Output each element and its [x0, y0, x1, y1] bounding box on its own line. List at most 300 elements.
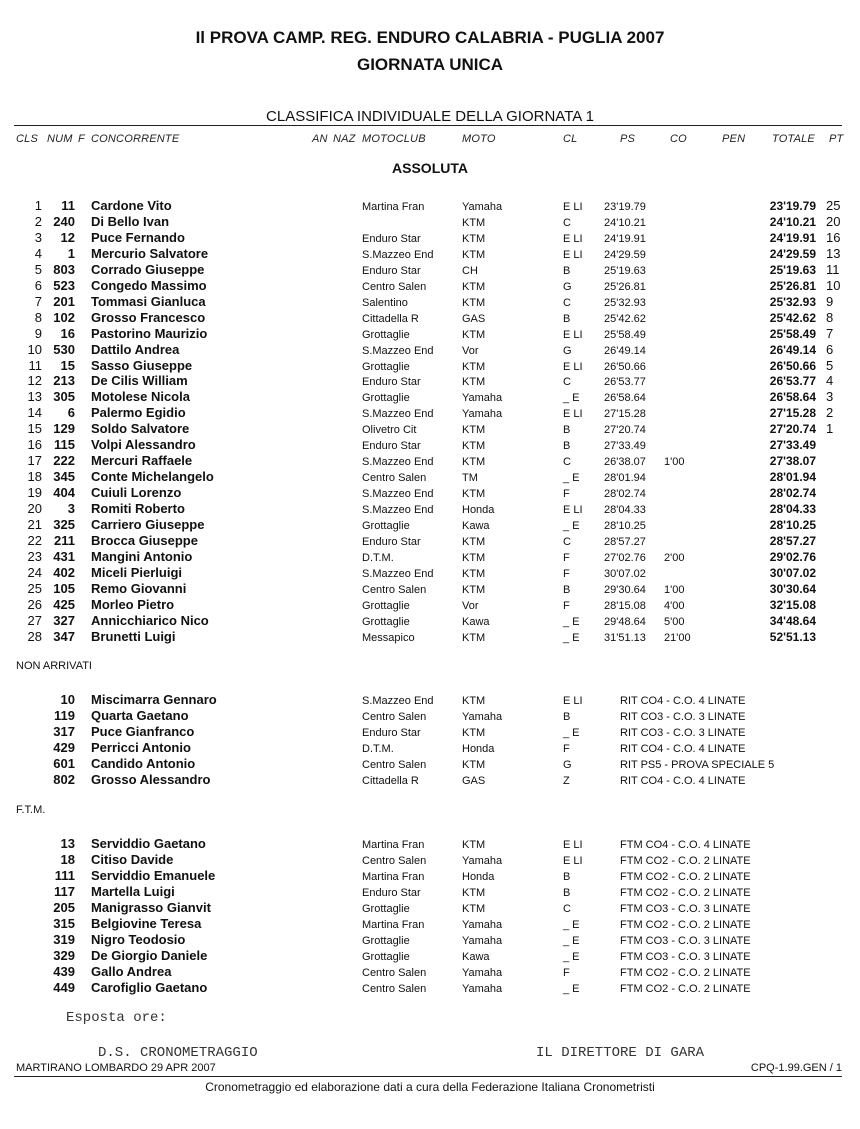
ftm-note: FTM CO2 - C.O. 2 LINATE [620, 919, 751, 931]
number-cell: 18 [60, 852, 75, 867]
total-time-cell: 28'01.94 [769, 470, 816, 485]
moto-cell: KTM [462, 360, 486, 373]
points-cell: 5 [826, 357, 834, 373]
position-cell: 28 [27, 628, 42, 644]
ps-time-cell: 25'42.62 [604, 312, 646, 325]
non-arrivato-row [0, 740, 860, 756]
position-cell: 17 [27, 453, 42, 469]
motoclub-cell: S.Mazzeo End [362, 504, 434, 517]
non-arrivato-row [0, 756, 860, 772]
total-time-cell: 25'42.62 [769, 310, 816, 325]
rider-name: Serviddio Emanuele [91, 868, 216, 883]
position-cell: 26 [27, 596, 42, 612]
result-row [0, 262, 860, 278]
total-time-cell: 34'48.64 [769, 613, 816, 628]
motoclub-cell: Grottaglie [362, 520, 410, 532]
position-cell: 10 [27, 341, 42, 357]
co-penalty-cell: 2'00 [664, 551, 685, 564]
retirement-note: RIT CO3 - C.O. 3 LINATE [620, 727, 746, 739]
ftm-row [0, 932, 860, 948]
header-f: F [78, 133, 85, 145]
ps-time-cell: 26'50.66 [604, 360, 646, 373]
number-cell: 425 [53, 596, 75, 612]
number-cell: 431 [53, 548, 75, 564]
number-cell: 201 [53, 293, 75, 309]
ftm-note: FTM CO2 - C.O. 2 LINATE [620, 855, 751, 867]
header-totale: TOTALE [772, 133, 815, 145]
ps-time-cell: 25'19.63 [604, 264, 646, 277]
points-cell: 25 [826, 198, 841, 213]
number-cell: 10 [60, 692, 75, 707]
number-cell: 6 [67, 405, 75, 421]
rider-name: Sasso Giuseppe [91, 357, 193, 373]
position-cell: 20 [27, 501, 42, 517]
rider-name: Puce Fernando [91, 229, 185, 245]
moto-cell: KTM [462, 488, 486, 501]
number-cell: 119 [54, 708, 75, 723]
class-cell: E LI [563, 839, 583, 851]
class-cell: E LI [563, 328, 583, 341]
points-cell: 8 [826, 309, 834, 325]
rider-name: Carriero Giuseppe [91, 517, 205, 532]
rider-name: Cardone Vito [91, 198, 172, 213]
rider-name: Volpi Alessandro [91, 437, 196, 453]
position-cell: 3 [34, 229, 42, 245]
result-row [0, 310, 860, 326]
moto-cell: Honda [462, 743, 495, 755]
number-cell: 11 [61, 198, 75, 213]
total-time-cell: 52'51.13 [769, 629, 816, 644]
number-cell: 117 [54, 884, 75, 899]
moto-cell: KTM [462, 551, 486, 564]
moto-cell: KTM [462, 759, 486, 771]
position-cell: 18 [27, 469, 42, 485]
ftm-row [0, 852, 860, 868]
footer-rule [14, 1076, 842, 1077]
rider-name: Perricci Antonio [91, 740, 191, 755]
rider-name: De Cilis William [91, 373, 188, 389]
place-date: MARTIRANO LOMBARDO 29 APR 2007 [16, 1062, 216, 1074]
moto-cell: KTM [462, 695, 486, 707]
motoclub-cell: Centro Salen [362, 711, 427, 723]
motoclub-cell: Enduro Star [362, 887, 421, 899]
moto-cell: Yamaha [462, 967, 503, 979]
class-cell: _ E [563, 615, 580, 628]
result-row [0, 405, 860, 421]
motoclub-cell: Messapico [362, 631, 415, 644]
motoclub-cell: Enduro Star [362, 264, 421, 277]
moto-cell: KTM [462, 631, 486, 644]
ps-time-cell: 31'51.13 [604, 631, 646, 644]
ftm-row [0, 916, 860, 932]
ps-time-cell: 28'15.08 [604, 599, 646, 612]
number-cell: 327 [53, 612, 75, 628]
moto-cell: Yamaha [462, 983, 503, 995]
header-an: AN [312, 133, 328, 145]
rider-name: Gallo Andrea [91, 964, 172, 979]
position-cell: 25 [27, 580, 42, 596]
class-cell: B [563, 424, 571, 437]
moto-cell: Yamaha [462, 919, 503, 931]
total-time-cell: 30'30.64 [769, 581, 816, 596]
ps-time-cell: 24'29.59 [604, 248, 646, 261]
number-cell: 402 [53, 564, 75, 580]
ftm-note: FTM CO3 - C.O. 3 LINATE [620, 935, 751, 947]
class-cell: G [563, 280, 572, 293]
moto-cell: Yamaha [462, 201, 503, 213]
total-time-cell: 25'58.49 [769, 326, 816, 341]
total-time-cell: 26'58.64 [769, 390, 816, 405]
rider-name: De Giorgio Daniele [91, 948, 208, 963]
total-time-cell: 29'02.76 [769, 549, 816, 564]
retirement-note: RIT PS5 - PROVA SPECIALE 5 [620, 759, 775, 771]
section-assoluta: ASSOLUTA [392, 160, 468, 176]
ps-time-cell: 26'58.64 [604, 392, 646, 405]
moto-cell: TM [462, 472, 478, 485]
ftm-row [0, 980, 860, 996]
ps-time-cell: 26'49.14 [604, 344, 646, 357]
retirement-note: RIT CO4 - C.O. 4 LINATE [620, 695, 746, 707]
footer-credit: Cronometraggio ed elaborazione dati a cura della Federazione Italiana Cronometristi [205, 1080, 655, 1094]
class-cell: C [563, 535, 571, 548]
total-time-cell: 26'53.77 [769, 374, 816, 389]
document-title: Il PROVA CAMP. REG. ENDURO CALABRIA - PUGLIA 2007 [195, 28, 665, 47]
rider-name: Serviddio Gaetano [91, 836, 206, 851]
points-cell: 9 [826, 293, 834, 309]
co-penalty-cell: 1'00 [664, 456, 685, 469]
moto-cell: Yamaha [462, 408, 503, 421]
rider-name: Citiso Davide [91, 852, 174, 867]
header-pt: PT [829, 133, 844, 145]
rider-name: Manigrasso Gianvit [91, 900, 211, 915]
motoclub-cell: Grottaglie [362, 599, 410, 612]
number-cell: 325 [53, 517, 75, 532]
moto-cell: KTM [462, 567, 486, 580]
rider-name: Cuiuli Lorenzo [91, 485, 182, 501]
rider-name: Mercurio Salvatore [91, 245, 209, 261]
rider-name: Mangini Antonio [91, 548, 193, 564]
position-cell: 13 [27, 389, 42, 405]
rider-name: Corrado Giuseppe [91, 261, 205, 277]
class-cell: _ E [563, 919, 580, 931]
result-row [0, 230, 860, 246]
class-cell: C [563, 376, 571, 389]
section-non-arrivati: NON ARRIVATI [16, 660, 92, 672]
total-time-cell: 24'19.91 [769, 230, 816, 245]
points-cell: 3 [826, 389, 834, 405]
ps-time-cell: 26'38.07 [604, 456, 646, 469]
number-cell: 601 [53, 756, 75, 771]
motoclub-cell: Martina Fran [362, 871, 425, 883]
position-cell: 27 [27, 612, 42, 628]
number-cell: 211 [54, 532, 75, 548]
rider-name: Grosso Alessandro [91, 772, 211, 787]
motoclub-cell: S.Mazzeo End [362, 344, 434, 357]
ftm-row [0, 948, 860, 964]
class-cell: B [563, 583, 571, 596]
rider-name: Dattilo Andrea [91, 341, 180, 357]
class-cell: C [563, 903, 571, 915]
rider-name: Carofiglio Gaetano [91, 980, 208, 995]
number-cell: 213 [53, 373, 75, 389]
number-cell: 315 [53, 916, 75, 931]
motoclub-cell: Martina Fran [362, 201, 425, 213]
number-cell: 13 [60, 836, 75, 851]
header-ps: PS [620, 133, 636, 145]
class-cell: E LI [563, 408, 583, 421]
total-time-cell: 27'20.74 [769, 422, 816, 437]
moto-cell: Yamaha [462, 935, 503, 947]
co-penalty-cell: 4'00 [664, 599, 685, 612]
number-cell: 429 [53, 740, 75, 755]
ftm-note: FTM CO3 - C.O. 3 LINATE [620, 951, 751, 963]
rider-name: Conte Michelangelo [91, 469, 214, 485]
motoclub-cell: Grottaglie [362, 328, 410, 341]
points-cell: 13 [826, 245, 841, 261]
motoclub-cell: S.Mazzeo End [362, 248, 434, 261]
result-row [0, 358, 860, 374]
number-cell: 803 [53, 261, 75, 277]
co-penalty-cell: 21'00 [664, 631, 691, 644]
number-cell: 1 [67, 245, 75, 261]
total-time-cell: 24'10.21 [769, 214, 816, 229]
position-cell: 12 [27, 373, 42, 389]
non-arrivato-row [0, 772, 860, 788]
class-cell: B [563, 312, 571, 325]
points-cell: 2 [826, 405, 834, 421]
position-cell: 14 [27, 405, 42, 421]
motoclub-cell: Grottaglie [362, 951, 410, 963]
ps-time-cell: 29'30.64 [604, 583, 646, 596]
motoclub-cell: Martina Fran [362, 839, 425, 851]
ps-time-cell: 24'10.21 [604, 216, 646, 229]
points-cell: 10 [826, 277, 841, 293]
moto-cell: KTM [462, 328, 486, 341]
ps-time-cell: 25'26.81 [604, 280, 646, 293]
moto-cell: KTM [462, 424, 486, 437]
class-cell: B [563, 887, 571, 899]
ftm-row [0, 836, 860, 852]
ps-time-cell: 29'48.64 [604, 615, 646, 628]
number-cell: 404 [53, 485, 75, 501]
number-cell: 317 [53, 724, 75, 739]
result-row [0, 389, 860, 405]
number-cell: 347 [53, 628, 75, 644]
moto-cell: GAS [462, 312, 486, 325]
class-cell: _ E [563, 935, 580, 947]
total-time-cell: 25'32.93 [769, 294, 816, 309]
points-cell: 11 [826, 261, 840, 277]
motoclub-cell: Grottaglie [362, 615, 410, 628]
position-cell: 1 [34, 198, 42, 213]
total-time-cell: 25'19.63 [769, 262, 816, 277]
position-cell: 2 [34, 213, 42, 229]
esposta-ore: Esposta ore: [66, 1010, 167, 1026]
rider-name: Pastorino Maurizio [91, 325, 208, 341]
rider-name: Puce Gianfranco [91, 724, 195, 739]
motoclub-cell: Centro Salen [362, 759, 427, 771]
position-cell: 19 [27, 485, 42, 501]
motoclub-cell: Grottaglie [362, 935, 410, 947]
class-cell: Z [563, 775, 570, 787]
position-cell: 6 [34, 277, 42, 293]
class-cell: C [563, 296, 571, 309]
points-cell: 6 [826, 341, 834, 357]
number-cell: 15 [60, 357, 75, 373]
position-cell: 23 [27, 548, 42, 564]
result-row [0, 517, 860, 533]
motoclub-cell: Olivetro Cit [362, 424, 417, 437]
motoclub-cell: Enduro Star [362, 535, 421, 548]
result-row [0, 421, 860, 437]
number-cell: 102 [53, 309, 75, 325]
moto-cell: Vor [462, 599, 479, 612]
ps-time-cell: 28'01.94 [604, 472, 646, 485]
number-cell: 319 [53, 932, 75, 947]
result-row [0, 246, 860, 262]
number-cell: 129 [53, 421, 75, 437]
rider-name: Di Bello Ivan [91, 213, 170, 229]
rider-name: Motolese Nicola [91, 389, 190, 405]
moto-cell: KTM [462, 296, 486, 309]
document-code: CPQ-1.99.GEN / 1 [750, 1062, 842, 1074]
moto-cell: Yamaha [462, 392, 503, 405]
motoclub-cell: S.Mazzeo End [362, 408, 434, 421]
number-cell: 439 [53, 964, 75, 979]
number-cell: 523 [53, 277, 75, 293]
moto-cell: KTM [462, 583, 486, 596]
motoclub-cell: Centro Salen [362, 967, 427, 979]
rider-name: Brunetti Luigi [91, 628, 176, 644]
title-underline [14, 125, 842, 126]
ps-time-cell: 25'58.49 [604, 328, 646, 341]
result-row [0, 485, 860, 501]
moto-cell: GAS [462, 775, 486, 787]
retirement-note: RIT CO4 - C.O. 4 LINATE [620, 743, 746, 755]
header-co: CO [670, 133, 687, 145]
document-subtitle: GIORNATA UNICA [356, 55, 504, 74]
total-time-cell: 26'49.14 [769, 342, 816, 357]
class-cell: G [563, 344, 572, 357]
class-cell: _ E [563, 520, 580, 532]
rider-name: Quarta Gaetano [91, 708, 189, 723]
rider-name: Annicchiarico Nico [91, 612, 209, 628]
ftm-note: FTM CO2 - C.O. 2 LINATE [620, 983, 751, 995]
ps-time-cell: 27'33.49 [604, 440, 646, 453]
rider-name: Martella Luigi [91, 884, 175, 899]
rider-name: Nigro Teodosio [91, 932, 186, 947]
co-penalty-cell: 5'00 [664, 615, 685, 628]
points-cell: 16 [826, 229, 841, 245]
motoclub-cell: D.T.M. [362, 551, 394, 564]
class-cell: _ E [563, 983, 580, 995]
number-cell: 16 [60, 325, 75, 341]
moto-cell: KTM [462, 887, 486, 899]
ftm-note: FTM CO3 - C.O. 3 LINATE [620, 903, 751, 915]
class-cell: B [563, 871, 571, 883]
rider-name: Soldo Salvatore [91, 421, 190, 437]
total-time-cell: 25'26.81 [769, 278, 816, 293]
ps-time-cell: 26'53.77 [604, 376, 646, 389]
ps-time-cell: 28'57.27 [604, 535, 646, 548]
number-cell: 345 [53, 469, 75, 485]
moto-cell: KTM [462, 232, 486, 245]
header-concorrente: CONCORRENTE [91, 133, 180, 145]
result-row [0, 214, 860, 230]
class-cell: B [563, 440, 571, 453]
moto-cell: KTM [462, 456, 486, 469]
header-pen: PEN [722, 133, 746, 145]
class-cell: E LI [563, 360, 583, 373]
class-cell: F [563, 551, 570, 564]
ps-time-cell: 28'02.74 [604, 488, 646, 501]
ps-time-cell: 27'15.28 [604, 408, 646, 421]
result-row [0, 533, 860, 549]
motoclub-cell: Cittadella R [362, 312, 419, 325]
motoclub-cell: Centro Salen [362, 280, 427, 293]
position-cell: 9 [34, 325, 42, 341]
points-cell: 7 [826, 325, 834, 341]
moto-cell: Yamaha [462, 711, 503, 723]
number-cell: 329 [53, 948, 75, 963]
class-cell: C [563, 456, 571, 469]
rider-name: Belgiovine Teresa [91, 916, 202, 931]
rider-name: Congedo Massimo [91, 277, 207, 293]
motoclub-cell: Enduro Star [362, 232, 421, 245]
position-cell: 11 [28, 357, 42, 373]
position-cell: 16 [27, 437, 42, 453]
number-cell: 222 [53, 453, 75, 469]
moto-cell: CH [462, 264, 478, 277]
co-penalty-cell: 1'00 [664, 583, 685, 596]
rider-name: Palermo Egidio [91, 405, 186, 421]
moto-cell: Kawa [462, 615, 490, 628]
ftm-note: FTM CO2 - C.O. 2 LINATE [620, 887, 751, 899]
rider-name: Remo Giovanni [91, 580, 187, 596]
result-row [0, 198, 860, 214]
number-cell: 12 [60, 229, 75, 245]
rider-name: Miscimarra Gennaro [91, 692, 217, 707]
header-cl: CL [563, 133, 578, 145]
rider-name: Tommasi Gianluca [91, 293, 206, 309]
result-row [0, 294, 860, 310]
position-cell: 4 [34, 245, 42, 261]
moto-cell: KTM [462, 535, 486, 548]
result-row [0, 581, 860, 597]
non-arrivato-row [0, 724, 860, 740]
total-time-cell: 24'29.59 [769, 246, 816, 261]
total-time-cell: 32'15.08 [769, 597, 816, 612]
ps-time-cell: 23'19.79 [604, 201, 646, 213]
rider-name: Morleo Pietro [91, 596, 175, 612]
motoclub-cell: Enduro Star [362, 727, 421, 739]
ftm-note: FTM CO2 - C.O. 2 LINATE [620, 871, 751, 883]
result-row [0, 501, 860, 517]
number-cell: 240 [53, 213, 75, 229]
number-cell: 105 [53, 580, 75, 596]
motoclub-cell: Cittadella R [362, 775, 419, 787]
motoclub-cell: Centro Salen [362, 983, 427, 995]
position-cell: 15 [27, 421, 42, 437]
total-time-cell: 27'33.49 [769, 438, 816, 453]
rider-name: Brocca Giuseppe [91, 532, 198, 548]
moto-cell: Kawa [462, 951, 490, 963]
number-cell: 111 [54, 868, 75, 883]
rider-name: Grosso Francesco [91, 309, 206, 325]
total-time-cell: 28'02.74 [769, 486, 816, 501]
position-cell: 8 [34, 309, 42, 325]
number-cell: 115 [54, 437, 75, 453]
